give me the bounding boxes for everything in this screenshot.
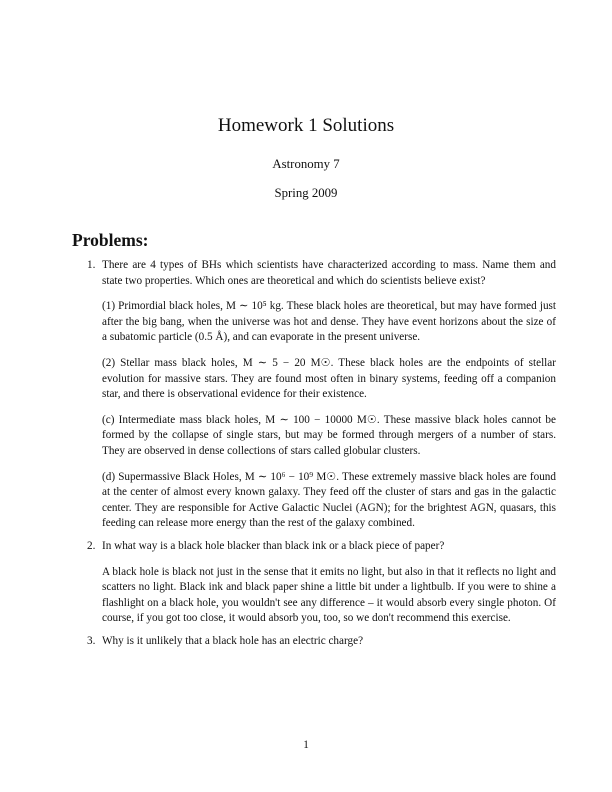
problem-2 bbox=[72, 539, 556, 627]
answer-paragraph: (c) Intermediate mass black holes, M ∼ 100 − 10000 M☉. These massive black holes cannot be formed by the collapse of single stars, but may be formed through mergers of a number of stars. They are observed in dense collections of stars called globular clusters. bbox=[102, 413, 556, 457]
answer-paragraph: (1) Primordial black holes, M ∼ 10⁵ kg. These black holes are theoretical, but may have formed just after the big bang, when the universe was hot and dense. They have event horizons about the size of a subatomic particle (0.5 Å), and can evaporate in the present universe. bbox=[102, 300, 556, 344]
page-number: 1 bbox=[303, 739, 309, 751]
problem-number: 2. bbox=[87, 539, 96, 552]
problem-question: In what way is a black hole blacker than black ink or a black piece of paper? bbox=[102, 539, 445, 552]
problem-question: There are 4 types of BHs which scientists have characterized according to mass. Name them and state two properties. Which ones are theoretical and which do scientists believe exist? bbox=[102, 259, 556, 287]
answer-paragraph: A black hole is black not just in the sense that it emits no light, but also in that it reflects no light and scatters no light. Black ink and black paper shine a little bit under a lightbulb. If you were to shine a flashlight on a black hole, you wouldn't see any difference – it would absorb every single photon. Of course, if you got too close, it would absorb you, too, so we don't recommend this exercise. bbox=[102, 565, 556, 625]
problem-number: 1. bbox=[87, 259, 96, 271]
answer-paragraph: (2) Stellar mass black holes, M ∼ 5 − 20 M☉. These black holes are the endpoints of stellar evolution for massive stars. They are found most often in binary systems, feeding off a companion star, and there is observational evidence for their existence. bbox=[102, 356, 556, 401]
document-title: Homework 1 Solutions bbox=[217, 115, 395, 136]
term-date: Spring 2009 bbox=[274, 186, 338, 200]
problem-list bbox=[72, 258, 556, 656]
problem-question: Why is it unlikely that a black hole has an electric charge? bbox=[102, 634, 364, 647]
problem-number: 3. bbox=[87, 634, 96, 647]
problem-1 bbox=[72, 258, 556, 532]
section-heading: Problems: bbox=[72, 230, 149, 250]
course-name: Astronomy 7 bbox=[272, 157, 340, 171]
answer-paragraph: (d) Supermassive Black Holes, M ∼ 10⁶ − 10⁹ M☉. These extremely massive black holes are found at the center of almost every known galaxy. They feed off the cluster of stars and gas in the galactic center. They are responsible for Active Galactic Nuclei (AGN); for the brightest AGN, quasars, this feeding can release more energy than the rest of the galaxy combined. bbox=[102, 470, 556, 530]
problem-3 bbox=[72, 634, 556, 650]
